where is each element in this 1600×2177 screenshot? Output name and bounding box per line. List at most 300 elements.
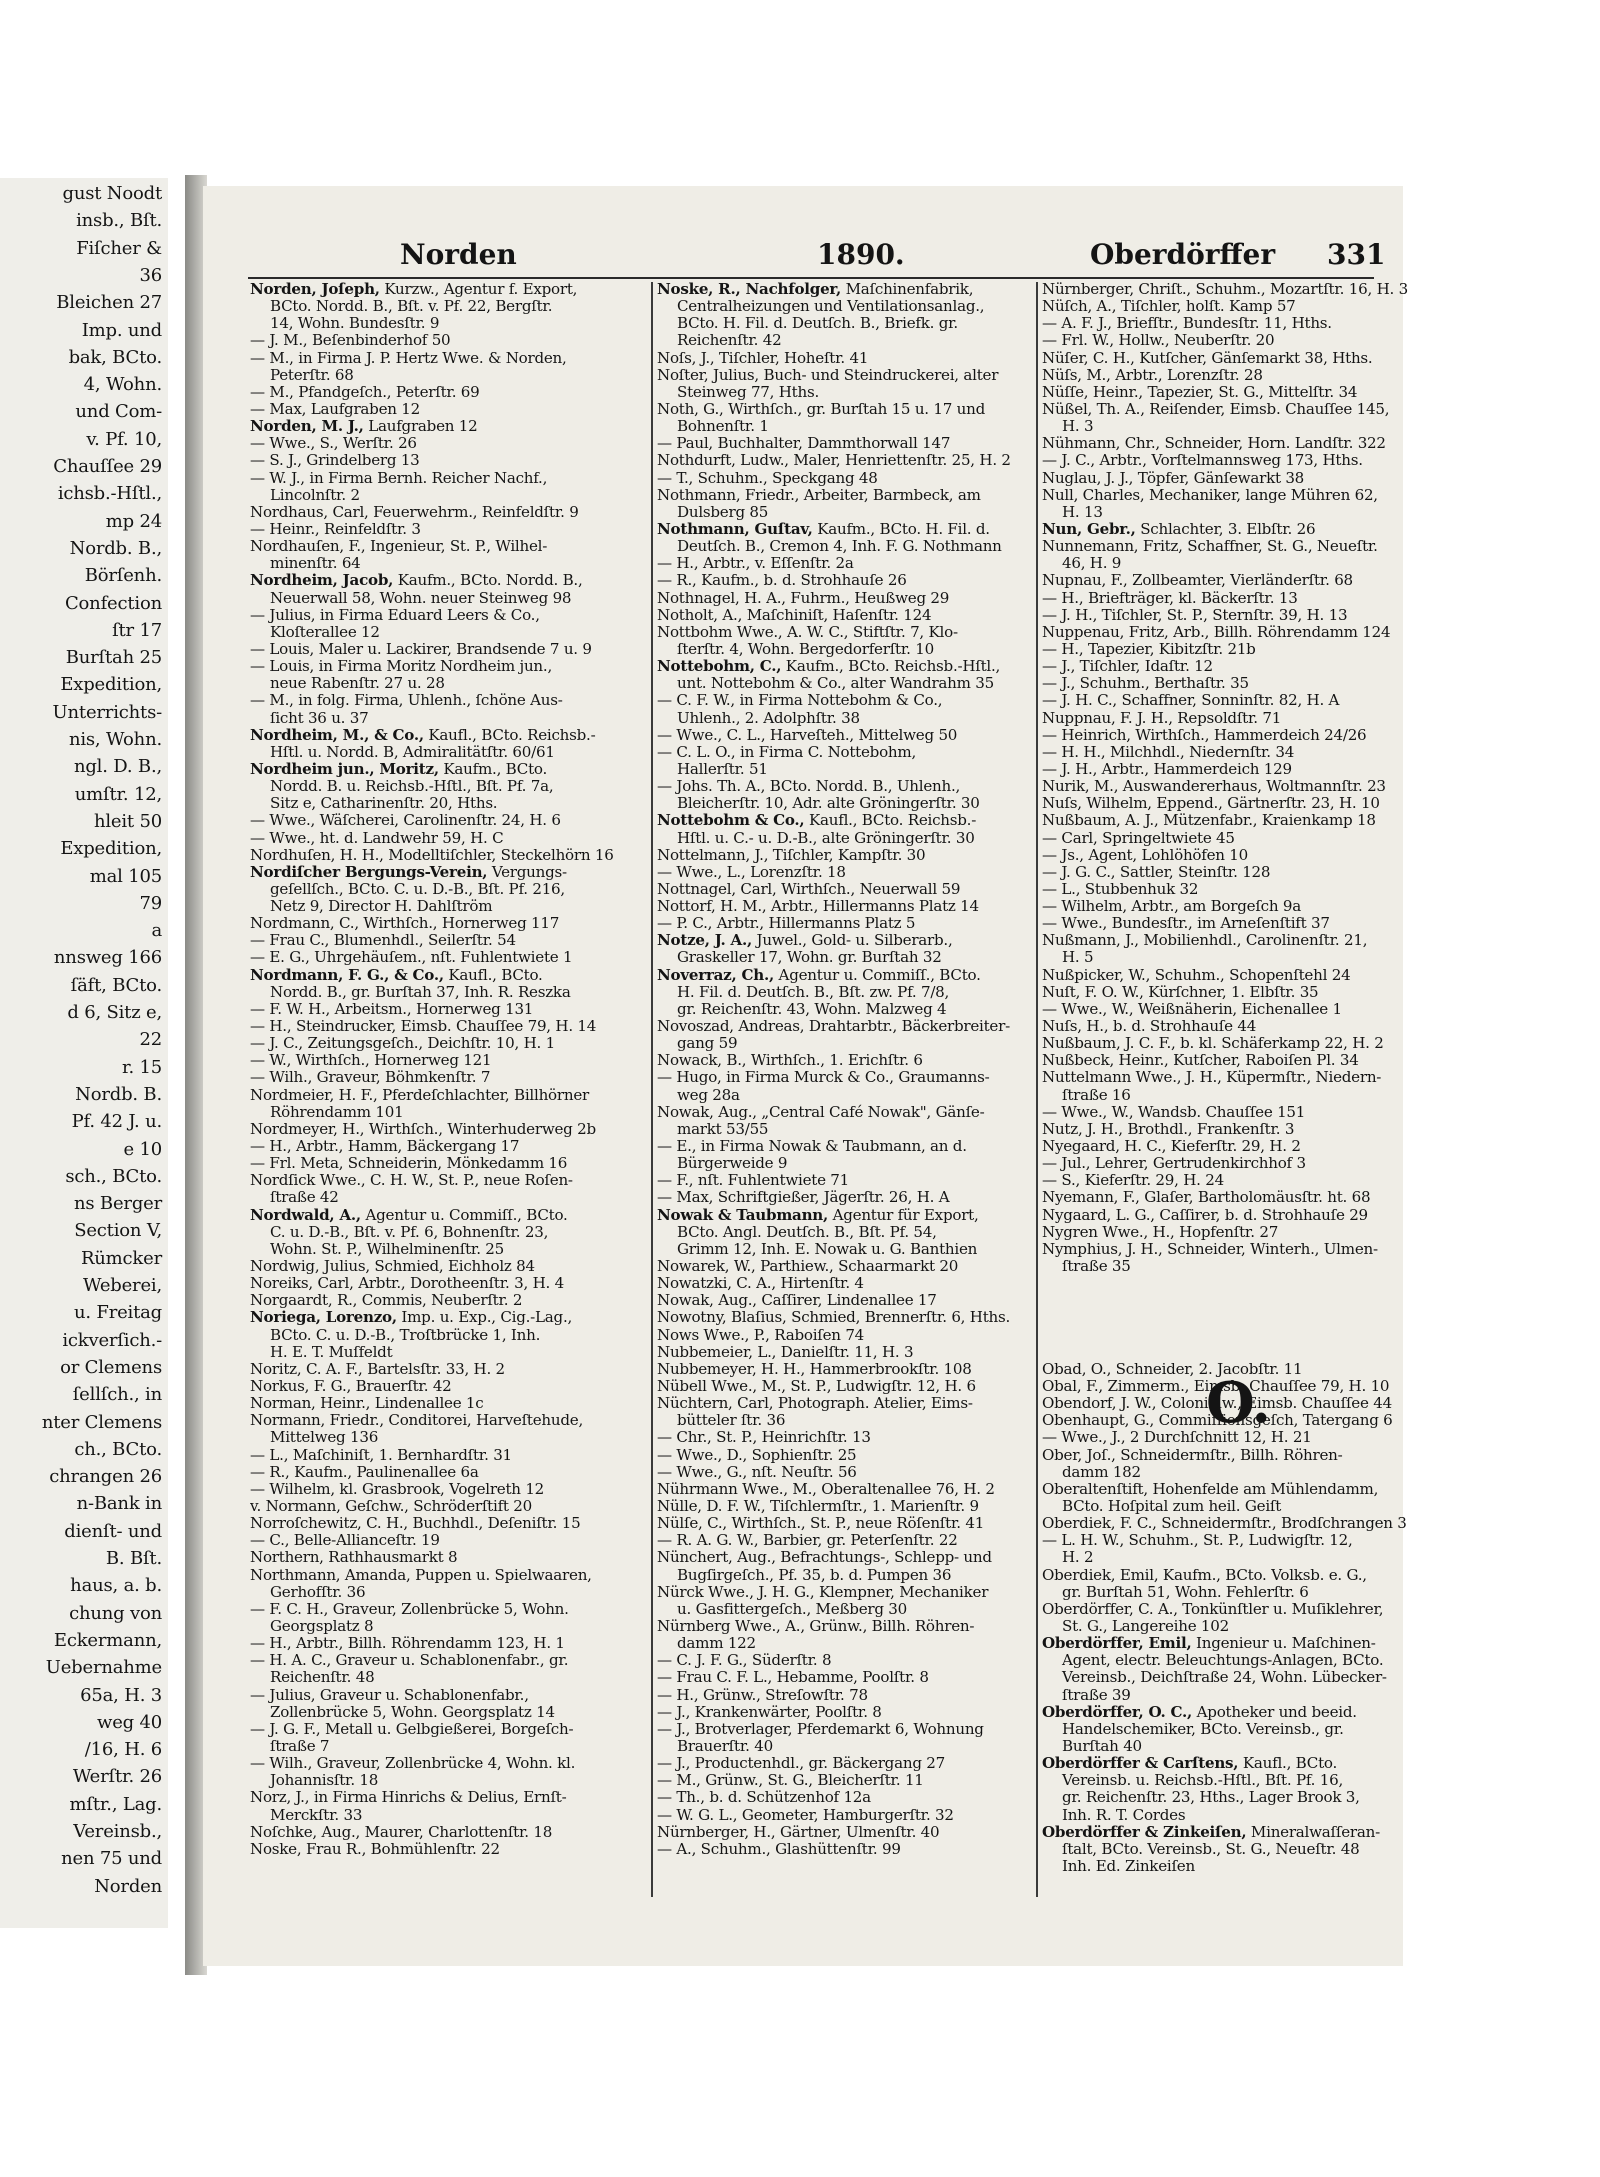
directory-entry-line <box>657 332 1037 349</box>
entry-text: Brauerſtr. 40 <box>677 1737 773 1755</box>
entry-text: Nutz, J. H., Brothdl., Frankenſtr. 3 <box>1042 1120 1295 1138</box>
directory-entry-line <box>657 1412 1037 1429</box>
entry-text: Hallerſtr. 51 <box>677 760 768 778</box>
entry-text: — Wilh., Graveur, Böhmkenſtr. 7 <box>250 1069 491 1087</box>
directory-entry-line <box>657 1515 1037 1532</box>
facing-page-fragment: n-Bank in <box>76 1493 162 1515</box>
entry-text: — J. H., Tiſchler, St. P., Sternſtr. 39, H. 13 <box>1042 606 1348 624</box>
directory-entry-line <box>657 1567 1037 1584</box>
entry-text: — H., Arbtr., Hamm, Bäckergang 17 <box>250 1138 520 1156</box>
entry-text: — J., Krankenwärter, Poolſtr. 8 <box>657 1703 882 1721</box>
entry-text: Juwel., Gold- u. Silberarb., <box>751 932 953 950</box>
facing-page-fragment: nis, Wohn. <box>68 729 162 751</box>
entry-text: Burſtah 40 <box>1062 1737 1142 1755</box>
entry-text: H. 5 <box>1062 949 1094 967</box>
entry-text: — E. G., Uhrgehäuſem., nſt. Fuhlentwiete 1 <box>250 949 573 967</box>
entry-text: Graskeller 17, Wohn. gr. Burſtah 32 <box>677 949 942 967</box>
entry-text: BCto. H. Fil. d. Deutſch. B., Briefk. gr. <box>677 315 958 333</box>
directory-entry-line <box>657 1652 1037 1669</box>
entry-text: — J. C., Arbtr., Vorſtelmannsweg 173, Hths. <box>1042 452 1363 470</box>
entry-name-bold: Norden, Joſeph, <box>250 281 380 298</box>
facing-page-fragment: Weberei, <box>83 1275 162 1297</box>
facing-page-fragment: ſäft, BCto. <box>70 974 162 996</box>
entry-text: — J. C., Zeitungsgeſch., Deichſtr. 10, H. 1 <box>250 1035 555 1053</box>
entry-text: unt. Nottebohm & Co., alter Wandrahm 35 <box>677 675 994 693</box>
entry-text: Nordmeier, H. F., Pferdeſchlachter, Billhörner <box>250 1086 589 1104</box>
directory-entry-line <box>657 1241 1037 1258</box>
entry-text: — J., Productenhdl., gr. Bäckergang 27 <box>657 1755 945 1773</box>
entry-text: Nüchtern, Carl, Photograph. Atelier, Eims- <box>657 1395 973 1413</box>
entry-name-bold: Oberdörffer, Emil, <box>1042 1635 1192 1653</box>
directory-entry-line <box>657 1395 1037 1412</box>
entry-name-bold: Oberdörffer, O. C., <box>1042 1703 1193 1721</box>
directory-entry-line <box>657 778 1037 795</box>
directory-entry-line <box>1042 1189 1422 1206</box>
directory-entry-line <box>657 658 1037 675</box>
directory-entry-line <box>250 1087 630 1104</box>
entry-text: v. Normann, Geſchw., Schröderſtift 20 <box>250 1497 532 1515</box>
entry-text: Nülle, D. F. W., Tiſchlermſtr., 1. Marienſtr. 9 <box>657 1497 979 1515</box>
facing-page-fragment: ſtr 17 <box>112 619 162 641</box>
directory-entry-line <box>1042 1327 1422 1344</box>
entry-text: Noritz, C. A. F., Bartelsſtr. 33, H. 2 <box>250 1360 505 1378</box>
facing-page-fragment: 4, Wohn. <box>83 374 162 396</box>
facing-page-fragment: Burſtah 25 <box>65 647 162 669</box>
entry-text: BCto. Hoſpital zum heil. Geiſt <box>1062 1497 1282 1515</box>
directory-entry-line <box>250 1584 630 1601</box>
directory-entry-line <box>657 1481 1037 1498</box>
entry-text: — Chr., St. P., Heinrichſtr. 13 <box>657 1429 871 1447</box>
entry-text: Nurik, M., Auswandererhaus, Woltmannſtr. 23 <box>1042 778 1386 796</box>
facing-page-fragment: ichsb.-Hſtl., <box>57 483 162 505</box>
directory-entry-line <box>1042 1567 1422 1584</box>
facing-page-fragment: Rümcker <box>80 1247 162 1269</box>
directory-entry-line <box>250 778 630 795</box>
entry-text: Kaufm., BCto. Reichsb.-Hſtl., <box>781 658 1001 676</box>
directory-entry-line <box>250 1052 630 1069</box>
directory-entry-line <box>1042 350 1422 367</box>
facing-page-fragment: umſtr. 12, <box>74 783 162 805</box>
entry-text: Vergungs- <box>487 863 567 881</box>
entry-text: Nottnagel, Carl, Wirthſch., Neuerwall 59 <box>657 880 961 898</box>
entry-text: ſtraße 39 <box>1062 1686 1131 1704</box>
entry-text: — J. G. F., Metall u. Gelbgießerei, Borgeſch- <box>250 1720 574 1738</box>
entry-text: — Carl, Springeltwiete 45 <box>1042 829 1235 847</box>
directory-entry-line <box>657 847 1037 864</box>
directory-entry-line <box>250 607 630 624</box>
entry-text: — S. J., Grindelberg 13 <box>250 452 420 470</box>
entry-text: — Wwe., ht. d. Landwehr 59, H. C <box>250 829 504 847</box>
directory-entry-line <box>1042 761 1422 778</box>
entry-text: weg 28a <box>677 1086 740 1104</box>
directory-entry-line <box>1042 778 1422 795</box>
directory-entry-line <box>250 967 630 984</box>
facing-page-fragment: Chauſſee 29 <box>53 456 162 478</box>
entry-text: Nuſs, Wilhelm, Eppend., Gärtnerſtr. 23, H. 10 <box>1042 795 1380 813</box>
facing-page-fragment: a <box>151 920 162 942</box>
directory-entry-line <box>250 452 630 469</box>
entry-text: — Julius, Graveur u. Schablonenfabr., <box>250 1686 529 1704</box>
facing-page-fragment: d 6, Sitz e, <box>67 1002 162 1024</box>
entry-text: Neuerwall 58, Wohn. neuer Steinweg 98 <box>270 589 572 607</box>
facing-page-fragment: Confection <box>64 592 162 614</box>
facing-page-fragment: chung von <box>69 1602 162 1624</box>
entry-text: ſterſtr. 4, Wohn. Bergedorferſtr. 10 <box>677 640 934 658</box>
entry-text: Nottelmann, J., Tiſchler, Kampſtr. 30 <box>657 846 926 864</box>
entry-text: Mittelweg 136 <box>270 1429 379 1447</box>
directory-entry-line <box>657 1172 1037 1189</box>
entry-text: Hſtl. u. C.- u. D.-B., alte Gröningerſtr. 30 <box>677 829 975 847</box>
entry-name-bold: Noriega, Lorenzo, <box>250 1309 397 1327</box>
directory-entry-line <box>657 1635 1037 1652</box>
directory-entry-line <box>657 1532 1037 1549</box>
entry-name-bold: Nothmann, Guſtav, <box>657 520 813 538</box>
directory-entry-line <box>657 521 1037 538</box>
directory-entry-line <box>657 864 1037 881</box>
directory-entry-line <box>657 1772 1037 1789</box>
directory-entry-line <box>250 298 630 315</box>
entry-text: u. Gasfittergeſch., Meßberg 30 <box>677 1600 908 1618</box>
directory-entry-line <box>250 1344 630 1361</box>
entry-text: — Heinrich, Wirthſch., Hammerdeich 24/26 <box>1042 726 1367 744</box>
entry-text: Nußmann, J., Mobilienhdl., Carolinenſtr. 21, <box>1042 932 1368 950</box>
directory-entry-line <box>1042 1207 1422 1224</box>
entry-text: Nordſick Wwe., C. H. W., St. P., neue Roſen- <box>250 1172 573 1190</box>
entry-text: ſtraße 7 <box>270 1737 330 1755</box>
entry-text: Kurzw., Agentur f. Export, <box>379 281 578 298</box>
entry-text: — Wilhelm, kl. Grasbrook, Vogelreth 12 <box>250 1480 545 1498</box>
facing-page-fragment: insb., Bſt. <box>76 210 162 232</box>
entry-text: Nottbohm Wwe., A. W. C., Stiftſtr. 7, Klo- <box>657 623 958 641</box>
directory-entry-line <box>657 538 1037 555</box>
entry-text: damm 182 <box>1062 1463 1141 1481</box>
entry-name-bold: Nordheim, Jacob, <box>250 572 394 590</box>
entry-text: BCto. C. u. D.-B., Troſtbrücke 1, Inh. <box>270 1326 541 1344</box>
directory-entry-line <box>250 830 630 847</box>
facing-page-fragment: und Com- <box>75 401 162 423</box>
directory-entry-line <box>250 435 630 452</box>
directory-entry-line <box>250 1618 630 1635</box>
directory-entry-line <box>657 1549 1037 1566</box>
directory-entry-line <box>250 949 630 966</box>
entry-text: — H., Arbtr., v. Eſſenſtr. 2a <box>657 555 854 573</box>
directory-entry-line <box>1042 1704 1422 1721</box>
directory-entry-line <box>1042 1018 1422 1035</box>
entry-text: Georgsplatz 8 <box>270 1617 374 1635</box>
entry-text: Nows Wwe., P., Raboiſen 74 <box>657 1326 865 1344</box>
entry-text: Deutſch. B., Cremon 4, Inh. F. G. Nothmann <box>677 538 1002 556</box>
directory-entry-line <box>1042 1155 1422 1172</box>
directory-entry-line <box>657 1121 1037 1138</box>
directory-entry-line <box>1042 915 1422 932</box>
directory-entry-line <box>250 1635 630 1652</box>
directory-entry-line <box>1042 1052 1422 1069</box>
entry-text: Nygren Wwe., H., Hopfenſtr. 27 <box>1042 1223 1279 1241</box>
entry-text: BCto. Angl. Deutſch. B., Bſt. Pf. 54, <box>677 1223 937 1241</box>
entry-text: Agentur für Export, <box>828 1206 979 1224</box>
entry-text: Nuppenau, Fritz, Arb., Billh. Röhrendamm 124 <box>1042 623 1391 641</box>
directory-entry-line <box>657 487 1037 504</box>
directory-entry-line <box>1042 1275 1422 1292</box>
directory-entry-line <box>657 452 1037 469</box>
directory-entry-line <box>1042 692 1422 709</box>
entry-text: Peterſtr. 68 <box>270 366 354 384</box>
directory-entry-line <box>250 761 630 778</box>
entry-text: Nüſs, M., Arbtr., Lorenzſtr. 28 <box>1042 366 1263 384</box>
entry-text: — Louis, in Firma Moritz Nordheim jun., <box>250 658 552 676</box>
entry-text: Nowarek, W., Parthiew., Schaarmarkt 20 <box>657 1258 959 1276</box>
directory-entry-line <box>1042 949 1422 966</box>
entry-text: Agentur u. Commiſſ., BCto. <box>360 1206 568 1224</box>
entry-text: C. u. D.-B., Bſt. v. Pf. 6, Bohnenſtr. 23, <box>270 1223 549 1241</box>
entry-text: — Wilhelm, Arbtr., am Borgeſch 9a <box>1042 898 1301 916</box>
directory-entry-line <box>250 315 630 332</box>
entry-text: — Julius, in Firma Eduard Leers & Co., <box>250 606 540 624</box>
directory-entry-line <box>250 1447 630 1464</box>
entry-text: Gerhofſtr. 36 <box>270 1583 366 1601</box>
directory-entry-line <box>250 1652 630 1669</box>
directory-entry-line <box>657 812 1037 829</box>
directory-entry-line <box>1042 1104 1422 1121</box>
directory-entry-line <box>1042 1532 1422 1549</box>
entry-text: Oberaltenſtift, Hohenfelde am Mühlendamm, <box>1042 1480 1379 1498</box>
directory-entry-line <box>1042 1172 1422 1189</box>
entry-text: Vereinsb. u. Reichsb.-Hſtl., Bſt. Pf. 16, <box>1062 1772 1343 1790</box>
entry-text: Nußbaum, J. C. F., b. kl. Schäferkamp 22, H. 2 <box>1042 1035 1384 1053</box>
facing-page-fragment: sch., BCto. <box>65 1165 162 1187</box>
entry-text: Handelschemiker, BCto. Vereinsb., gr. <box>1062 1720 1344 1738</box>
directory-entry-line <box>250 1121 630 1138</box>
directory-entry-line <box>657 1841 1037 1858</box>
directory-entry-line <box>657 1138 1037 1155</box>
facing-page-fragment: ickverſich.- <box>62 1329 162 1351</box>
directory-entry-line <box>657 1309 1037 1326</box>
entry-text: Mineralwaſſeran- <box>1246 1823 1380 1841</box>
entry-text: Normann, Friedr., Conditorei, Harveſtehude, <box>250 1412 583 1430</box>
directory-entry-line <box>657 692 1037 709</box>
directory-entry-line <box>1042 1138 1422 1155</box>
directory-entry-line <box>657 607 1037 624</box>
entry-text: ſtalt, BCto. Vereinsb., St. G., Neueſtr. 48 <box>1062 1840 1360 1858</box>
entry-text: Kaufm., BCto. Nordd. B., <box>393 572 583 590</box>
entry-text: — J., Schuhm., Berthaſtr. 35 <box>1042 675 1249 693</box>
entry-text: Noſs, J., Tiſchler, Hoheſtr. 41 <box>657 349 869 367</box>
entry-text: Nürck Wwe., J. H. G., Klempner, Mechaniker <box>657 1583 989 1601</box>
entry-text: Nübell Wwe., M., St. P., Ludwigſtr. 12, H. 6 <box>657 1378 976 1395</box>
entry-text: — C., Belle-Allianceſtr. 19 <box>250 1532 440 1550</box>
directory-entry-line <box>250 1275 630 1292</box>
directory-entry-line <box>657 949 1037 966</box>
entry-text: Nowak, Aug., Caſſirer, Lindenallee 17 <box>657 1292 937 1310</box>
directory-entry-line <box>1042 572 1422 589</box>
directory-entry-line <box>1042 1258 1422 1275</box>
directory-entry-line <box>657 1018 1037 1035</box>
directory-entry-line <box>657 1447 1037 1464</box>
entry-text: — S., Kieferſtr. 29, H. 24 <box>1042 1172 1224 1190</box>
entry-text: — Max, Laufgraben 12 <box>250 400 420 418</box>
directory-entry-line <box>657 675 1037 692</box>
entry-text: damm 122 <box>677 1635 756 1653</box>
directory-entry-line <box>250 624 630 641</box>
entry-text: Ingenieur u. Maſchinen- <box>1191 1635 1376 1653</box>
entry-text: Nothnagel, H. A., Fuhrm., Heußweg 29 <box>657 589 950 607</box>
entry-text: Nuſt, F. O. W., Kürſchner, 1. Elbſtr. 35 <box>1042 983 1319 1001</box>
facing-page-fragment: chrangen 26 <box>49 1466 162 1488</box>
entry-text: Northmann, Amanda, Puppen u. Spielwaaren, <box>250 1566 592 1584</box>
entry-text: — C. F. W., in Firma Nottebohm & Co., <box>657 692 943 710</box>
directory-entry-line <box>1042 1001 1422 1018</box>
directory-entry-line <box>250 281 630 298</box>
entry-text: Vereinsb., Deichſtraße 24, Wohn. Lübecker- <box>1062 1669 1387 1687</box>
directory-entry-line <box>1042 624 1422 641</box>
directory-entry-line <box>250 1018 630 1035</box>
entry-text: Nupnau, F., Zollbeamter, Vierländerſtr. 68 <box>1042 572 1353 590</box>
directory-entry-line <box>250 332 630 349</box>
entry-text: — P. C., Arbtr., Hillermanns Platz 5 <box>657 915 916 933</box>
directory-entry-line <box>250 504 630 521</box>
facing-page-fragment: 79 <box>139 892 162 914</box>
directory-entry-line <box>250 1549 630 1566</box>
entry-text: Zollenbrücke 5, Wohn. Georgsplatz 14 <box>270 1703 555 1721</box>
directory-entry-line <box>657 795 1037 812</box>
entry-text: — L., Stubbenhuk 32 <box>1042 880 1199 898</box>
directory-entry-line <box>1042 1069 1422 1086</box>
entry-text: — Frau C. F. L., Hebamme, Poolſtr. 8 <box>657 1669 929 1687</box>
entry-text: ſtraße 35 <box>1062 1258 1131 1276</box>
directory-entry-line <box>657 1087 1037 1104</box>
entry-name-bold: Nordwald, A., <box>250 1206 361 1224</box>
entry-text: — A. F. J., Briefſtr., Bundesſtr. 11, Hths. <box>1042 315 1332 333</box>
directory-entry-line <box>250 1258 630 1275</box>
entry-text: — Wwe., C. L., Harveſteh., Mittelweg 50 <box>657 726 958 744</box>
directory-entry-line <box>657 298 1037 315</box>
directory-entry-line <box>250 1138 630 1155</box>
directory-entry-line <box>250 1292 630 1309</box>
directory-entry-line <box>1042 384 1422 401</box>
entry-text: Norkus, F. G., Brauerſtr. 42 <box>250 1378 452 1395</box>
facing-page-fragment: Expedition, <box>60 838 162 860</box>
entry-text: — Wwe., G., nſt. Neuſtr. 56 <box>657 1463 857 1481</box>
facing-page-fragment: bak, BCto. <box>68 346 162 368</box>
entry-name-bold: Nottebohm, C., <box>657 658 782 676</box>
directory-entry-line <box>250 692 630 709</box>
entry-text: — H., Steindrucker, Eimsb. Chauſſee 79, H. 14 <box>250 1018 597 1036</box>
directory-entry-line <box>657 1721 1037 1738</box>
directory-entry-line <box>657 984 1037 1001</box>
directory-entry-line <box>1042 452 1422 469</box>
entry-name-bold: Notze, J. A., <box>657 932 752 950</box>
directory-entry-line <box>1042 710 1422 727</box>
entry-text: ſtraße 16 <box>1062 1086 1131 1104</box>
facing-page-fragment: weg 40 <box>96 1711 162 1733</box>
directory-entry-line <box>657 898 1037 915</box>
directory-entry-line <box>1042 1772 1422 1789</box>
entry-text: — Hugo, in Firma Murck & Co., Graumanns- <box>657 1069 990 1087</box>
entry-text: Nowatzki, C. A., Hirtenſtr. 4 <box>657 1275 864 1293</box>
entry-text: Nowak, Aug., „Central Café Nowak", Gänſe- <box>657 1103 985 1121</box>
entry-text: Merckſtr. 33 <box>270 1806 363 1824</box>
entry-text: gr. Burſtah 51, Wohn. Fehlerſtr. 6 <box>1062 1583 1309 1601</box>
directory-entry-line <box>1042 1721 1422 1738</box>
directory-entry-line <box>250 915 630 932</box>
entry-text: Nyegaard, H. C., Kieferſtr. 29, H. 2 <box>1042 1138 1301 1156</box>
column-divider-1 <box>651 282 653 1897</box>
page-number: 331 <box>1327 238 1386 271</box>
entry-text: — Wwe., W., Wandsb. Chauſſee 151 <box>1042 1103 1306 1121</box>
directory-entry-line <box>250 658 630 675</box>
directory-entry-line <box>250 1361 630 1378</box>
directory-entry-line <box>1042 1789 1422 1806</box>
directory-entry-line <box>1042 1549 1422 1566</box>
directory-entry-line <box>250 1498 630 1515</box>
entry-text: 14, Wohn. Bundesſtr. 9 <box>270 315 440 333</box>
directory-entry-line <box>250 1841 630 1858</box>
entry-text: — H. A. C., Graveur u. Schablonenfabr., gr. <box>250 1652 569 1670</box>
directory-entry-line <box>250 1532 630 1549</box>
entry-text: — Frau C., Blumenhdl., Seilerſtr. 54 <box>250 932 516 950</box>
directory-entry-line <box>1042 1824 1422 1841</box>
directory-entry-line <box>1042 864 1422 881</box>
entry-text: Inh. Ed. Zinkeiſen <box>1062 1857 1195 1875</box>
entry-text: — Wilh., Graveur, Zollenbrücke 4, Wohn. kl. <box>250 1755 576 1773</box>
facing-page-fragment: r. 15 <box>122 1056 162 1078</box>
entry-text: — J., Brotverlager, Pferdemarkt 6, Wohnung <box>657 1720 984 1738</box>
entry-text: — H., Arbtr., Billh. Röhrendamm 123, H. 1 <box>250 1635 565 1653</box>
entry-text: Nühmann, Chr., Schneider, Horn. Landſtr. 322 <box>1042 435 1386 453</box>
directory-entry-line <box>250 1738 630 1755</box>
entry-text: Nuſs, H., b. d. Strohhauſe 44 <box>1042 1018 1257 1036</box>
facing-page-fragment: mp 24 <box>105 510 162 532</box>
directory-entry-line <box>250 418 630 435</box>
entry-text: Bugſirgeſch., Pf. 35, b. d. Pumpen 36 <box>677 1566 952 1584</box>
facing-page-fragment: ſellſch., in <box>72 1384 162 1406</box>
directory-entry-line <box>1042 1309 1422 1326</box>
directory-entry-line <box>1042 1498 1422 1515</box>
directory-entry-line <box>250 1327 630 1344</box>
entry-text: Wohn. St. P., Wilhelminenſtr. 25 <box>270 1240 505 1258</box>
facing-page-fragment: 22 <box>139 1029 162 1051</box>
directory-entry-line <box>1042 967 1422 984</box>
directory-entry-line <box>657 350 1037 367</box>
entry-text: Nubbemeier, L., Danielſtr. 11, H. 3 <box>657 1343 914 1361</box>
directory-entry-line <box>657 1001 1037 1018</box>
directory-entry-line <box>657 1429 1037 1446</box>
entry-text: Nubbemeyer, H. H., Hammerbrookſtr. 108 <box>657 1360 972 1378</box>
entry-text: Nordd. B. u. Reichsb.-Hſtl., Bſt. Pf. 7a, <box>270 778 554 796</box>
directory-entry-line <box>657 367 1037 384</box>
facing-page-fragment: Eckermann, <box>53 1629 162 1651</box>
facing-page-edge <box>0 178 168 1928</box>
directory-entry-line <box>1042 812 1422 829</box>
directory-entry-line <box>250 1172 630 1189</box>
directory-entry-line <box>250 812 630 829</box>
facing-page-fragment: Fiſcher & <box>76 237 162 259</box>
entry-text: Nüßel, Th. A., Reiſender, Eimsb. Chauſſee 145, <box>1042 400 1390 418</box>
directory-entry-line <box>250 847 630 864</box>
directory-entry-line <box>250 1001 630 1018</box>
entry-text: — F., nſt. Fuhlentwiete 71 <box>657 1172 850 1190</box>
directory-entry-line <box>657 1035 1037 1052</box>
directory-entry-line <box>657 1327 1037 1344</box>
facing-page-fragment: Nordb. B., <box>69 537 162 559</box>
directory-entry-line <box>250 1601 630 1618</box>
directory-entry-line <box>1042 847 1422 864</box>
entry-text: Grimm 12, Inh. E. Nowak u. G. Banthien <box>677 1240 978 1258</box>
entry-text: Kaufm., BCto. H. Fil. d. <box>812 520 990 538</box>
entry-text: Kaufl., BCto. Reichsb.- <box>804 812 977 830</box>
entry-text: Obenhaupt, G., Commiſſionsgeſch, Tatergang 6 <box>1042 1412 1393 1430</box>
directory-entry-line <box>1042 1669 1422 1686</box>
